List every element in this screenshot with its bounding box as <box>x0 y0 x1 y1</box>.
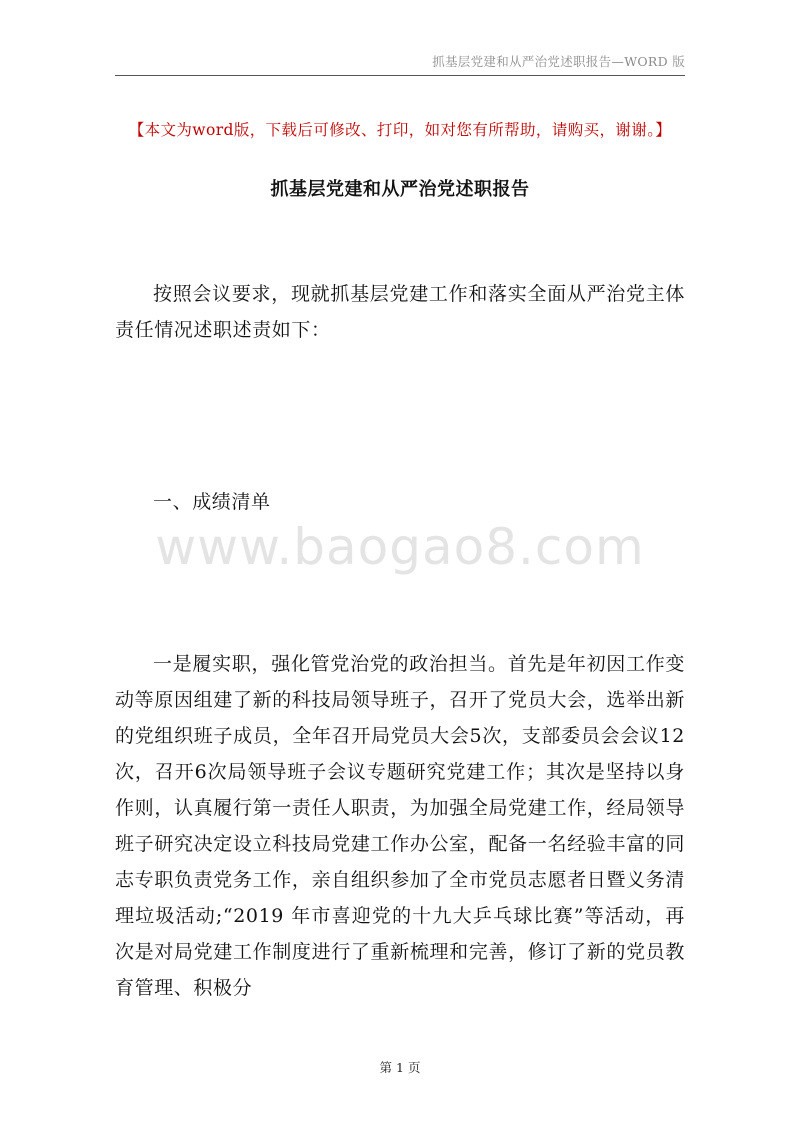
body-paragraph: 一是履实职，强化管党治党的政治担当。首先是年初因工作变动等原因组建了新的科技局领导班子，召开了党员大会，选举出新的党组织班子成员，全年召开局党员大会5次，支部委员会会议12次，召开6次局领导班子会议专题研究党建工作；其次是坚持以身作则，认真履行第一责任人职责，为加强全局党建工作，经局领导班子研究决定设立科技局党建工作办公室，配备一名经验丰富的同志专职负责党务工作，亲自组织参加了全市党员志愿者日暨义务清理垃圾活动;“2019 年市喜迎党的十九大乒乓球比赛”等活动，再次是对局党建工作制度进行了重新梳理和完善，修订了新的党员教育管理、积极分 <box>115 653 685 999</box>
page-number: 第 1 页 <box>379 1060 421 1075</box>
section-heading: 一、成绩清单 <box>153 491 271 513</box>
download-notice: 【本文为word版，下载后可修改、打印，如对您有所帮助，请购买，谢谢。】 <box>128 121 672 139</box>
header-divider <box>115 75 685 76</box>
running-header: 抓基层党建和从严治党述职报告—WORD 版 <box>432 54 685 69</box>
site-watermark: www.baogao8.com <box>155 518 645 576</box>
document-title: 抓基层党建和从严治党述职报告 <box>270 179 530 200</box>
intro-paragraph: 按照会议要求，现就抓基层党建工作和落实全面从严治党主体责任情况述职述责如下： <box>115 283 685 341</box>
